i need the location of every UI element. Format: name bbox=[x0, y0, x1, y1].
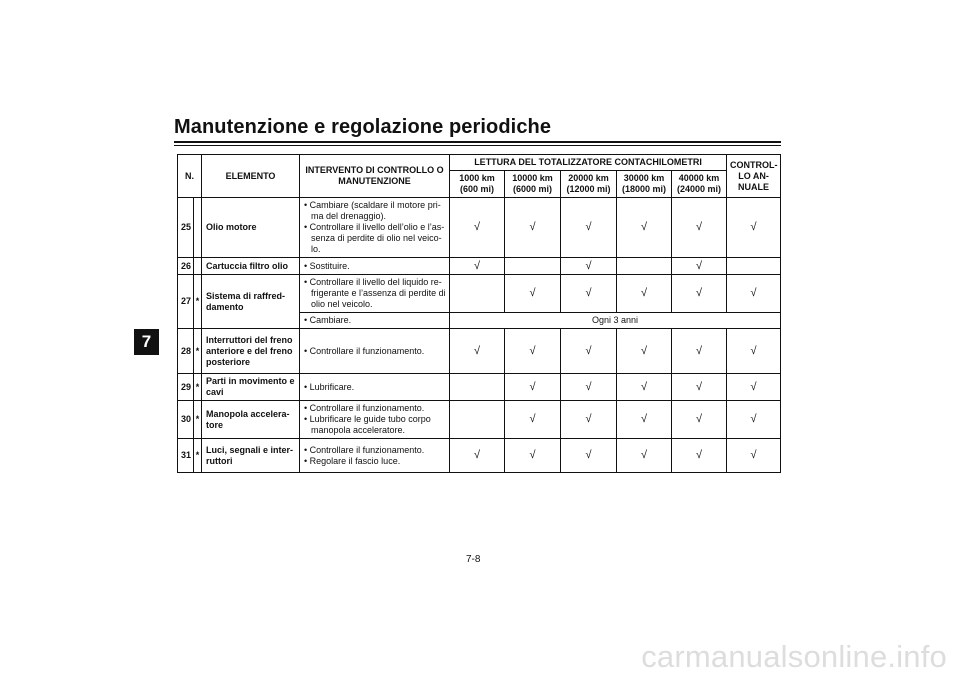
header-annual: CONTROL-LO AN-NUALE bbox=[727, 155, 781, 198]
row-number: 28 bbox=[178, 329, 194, 374]
action-cell bbox=[300, 329, 450, 374]
action-item: • Cambiare (scaldare il motore pri-ma del drenaggio). bbox=[304, 200, 441, 221]
page-number: 7-8 bbox=[466, 554, 481, 565]
header-km: 10000 km (6000 mi) bbox=[505, 171, 561, 198]
interval-check-cell: √ bbox=[561, 439, 617, 473]
interval-check-cell: √ bbox=[505, 439, 561, 473]
header-row-1 bbox=[178, 155, 781, 171]
annual-check-cell: √ bbox=[727, 198, 781, 258]
header-num: N. bbox=[178, 155, 202, 198]
dealer-service-mark: * bbox=[194, 439, 202, 473]
action-item: • Controllare il funzionamento. bbox=[304, 444, 425, 455]
interval-check-cell bbox=[450, 275, 505, 313]
element-name: Cartuccia filtro olio bbox=[202, 258, 300, 275]
action-cell bbox=[300, 198, 450, 258]
annual-check-cell: √ bbox=[727, 329, 781, 374]
header-km: 30000 km (18000 mi) bbox=[617, 171, 672, 198]
interval-check-cell: √ bbox=[450, 329, 505, 374]
element-name: Parti in movimento e cavi bbox=[202, 374, 300, 401]
interval-check-cell: √ bbox=[672, 275, 727, 313]
interval-check-cell: √ bbox=[672, 329, 727, 374]
action-item: • Cambiare. bbox=[300, 313, 450, 329]
interval-check-cell: √ bbox=[617, 374, 672, 401]
interval-check-cell: √ bbox=[617, 275, 672, 313]
interval-check-cell: √ bbox=[505, 374, 561, 401]
action-item: • Controllare il livello del liquido re-frigerante e l’assenza di perdite di olio nel veicolo. bbox=[304, 277, 446, 309]
header-km: 20000 km (12000 mi) bbox=[561, 171, 617, 198]
interval-check-cell bbox=[450, 374, 505, 401]
interval-check-cell bbox=[617, 258, 672, 275]
row-number: 26 bbox=[178, 258, 194, 275]
action-item: • Lubrificare le guide tubo corpo manopola acceleratore. bbox=[304, 414, 431, 435]
row-number: 25 bbox=[178, 198, 194, 258]
interval-check-cell: √ bbox=[561, 275, 617, 313]
interval-check-cell: √ bbox=[672, 198, 727, 258]
dealer-service-mark: * bbox=[194, 401, 202, 439]
title-rule-thin bbox=[174, 145, 781, 146]
row-number: 29 bbox=[178, 374, 194, 401]
interval-check-cell: √ bbox=[561, 401, 617, 439]
element-name: Olio motore bbox=[202, 198, 300, 258]
annual-check-cell: √ bbox=[727, 374, 781, 401]
action-item: • Regolare il fascio luce. bbox=[304, 455, 401, 466]
table-row bbox=[178, 439, 781, 473]
action-item: • Controllare il livello dell’olio e l’as-senza di perdite di olio nel veico-lo. bbox=[304, 222, 445, 254]
dealer-service-mark: * bbox=[194, 374, 202, 401]
annual-check-cell bbox=[727, 258, 781, 275]
table-row bbox=[178, 275, 781, 313]
interval-check-cell: √ bbox=[672, 439, 727, 473]
header-element: ELEMENTO bbox=[202, 155, 300, 198]
element-name: Manopola accelera-tore bbox=[202, 401, 300, 439]
interval-check-cell: √ bbox=[617, 439, 672, 473]
action-item: • Sostituire. bbox=[304, 260, 350, 271]
page-title: Manutenzione e regolazione periodiche bbox=[174, 116, 552, 138]
table-row bbox=[178, 258, 781, 275]
action-cell bbox=[300, 401, 450, 439]
interval-check-cell: √ bbox=[505, 275, 561, 313]
header-odometer: LETTURA DEL TOTALIZZATORE CONTACHILOMETRI bbox=[450, 155, 727, 171]
interval-check-cell: √ bbox=[505, 198, 561, 258]
table-row bbox=[178, 374, 781, 401]
interval-check-cell: √ bbox=[617, 198, 672, 258]
maintenance-table bbox=[177, 154, 781, 473]
interval-check-cell: √ bbox=[672, 374, 727, 401]
dealer-service-mark bbox=[194, 198, 202, 258]
interval-check-cell: √ bbox=[617, 401, 672, 439]
action-item: • Controllare il funzionamento. bbox=[304, 345, 425, 356]
action-cell bbox=[300, 374, 450, 401]
chapter-tab: 7 bbox=[134, 329, 159, 355]
interval-check-cell: √ bbox=[505, 401, 561, 439]
element-name: Luci, segnali e inter-ruttori bbox=[202, 439, 300, 473]
table-row bbox=[178, 401, 781, 439]
title-rule-thick bbox=[174, 141, 781, 143]
interval-check-cell: √ bbox=[672, 258, 727, 275]
annual-check-cell: √ bbox=[727, 439, 781, 473]
row-number: 30 bbox=[178, 401, 194, 439]
interval-check-cell: √ bbox=[505, 329, 561, 374]
table-row bbox=[178, 329, 781, 374]
action-item: • Controllare il funzionamento. bbox=[304, 403, 425, 413]
header-action: INTERVENTO DI CONTROLLO O MANUTENZIONE bbox=[300, 155, 450, 198]
annual-check-cell: √ bbox=[727, 401, 781, 439]
element-name: Interruttori del freno anteriore e del freno posteriore bbox=[202, 329, 300, 374]
interval-check-cell: √ bbox=[617, 329, 672, 374]
row-number: 31 bbox=[178, 439, 194, 473]
interval-check-cell: √ bbox=[450, 258, 505, 275]
interval-check-cell bbox=[505, 258, 561, 275]
interval-span-cell: Ogni 3 anni bbox=[450, 313, 781, 329]
dealer-service-mark: * bbox=[194, 329, 202, 374]
table-row bbox=[178, 198, 781, 258]
interval-check-cell: √ bbox=[561, 258, 617, 275]
interval-check-cell bbox=[450, 401, 505, 439]
interval-check-cell: √ bbox=[561, 374, 617, 401]
interval-check-cell: √ bbox=[561, 198, 617, 258]
watermark: carmanualsonline.info bbox=[641, 639, 947, 674]
interval-check-cell: √ bbox=[672, 401, 727, 439]
annual-check-cell: √ bbox=[727, 275, 781, 313]
action-cell bbox=[300, 258, 450, 275]
interval-check-cell: √ bbox=[450, 439, 505, 473]
header-km: 40000 km (24000 mi) bbox=[672, 171, 727, 198]
interval-check-cell: √ bbox=[561, 329, 617, 374]
row-number: 27 bbox=[178, 275, 194, 329]
action-cell bbox=[300, 275, 450, 313]
interval-check-cell: √ bbox=[450, 198, 505, 258]
action-item: • Lubrificare. bbox=[304, 381, 355, 392]
header-km: 1000 km (600 mi) bbox=[450, 171, 505, 198]
action-cell bbox=[300, 439, 450, 473]
dealer-service-mark bbox=[194, 258, 202, 275]
dealer-service-mark: * bbox=[194, 275, 202, 329]
element-name: Sistema di raffred-damento bbox=[202, 275, 300, 329]
